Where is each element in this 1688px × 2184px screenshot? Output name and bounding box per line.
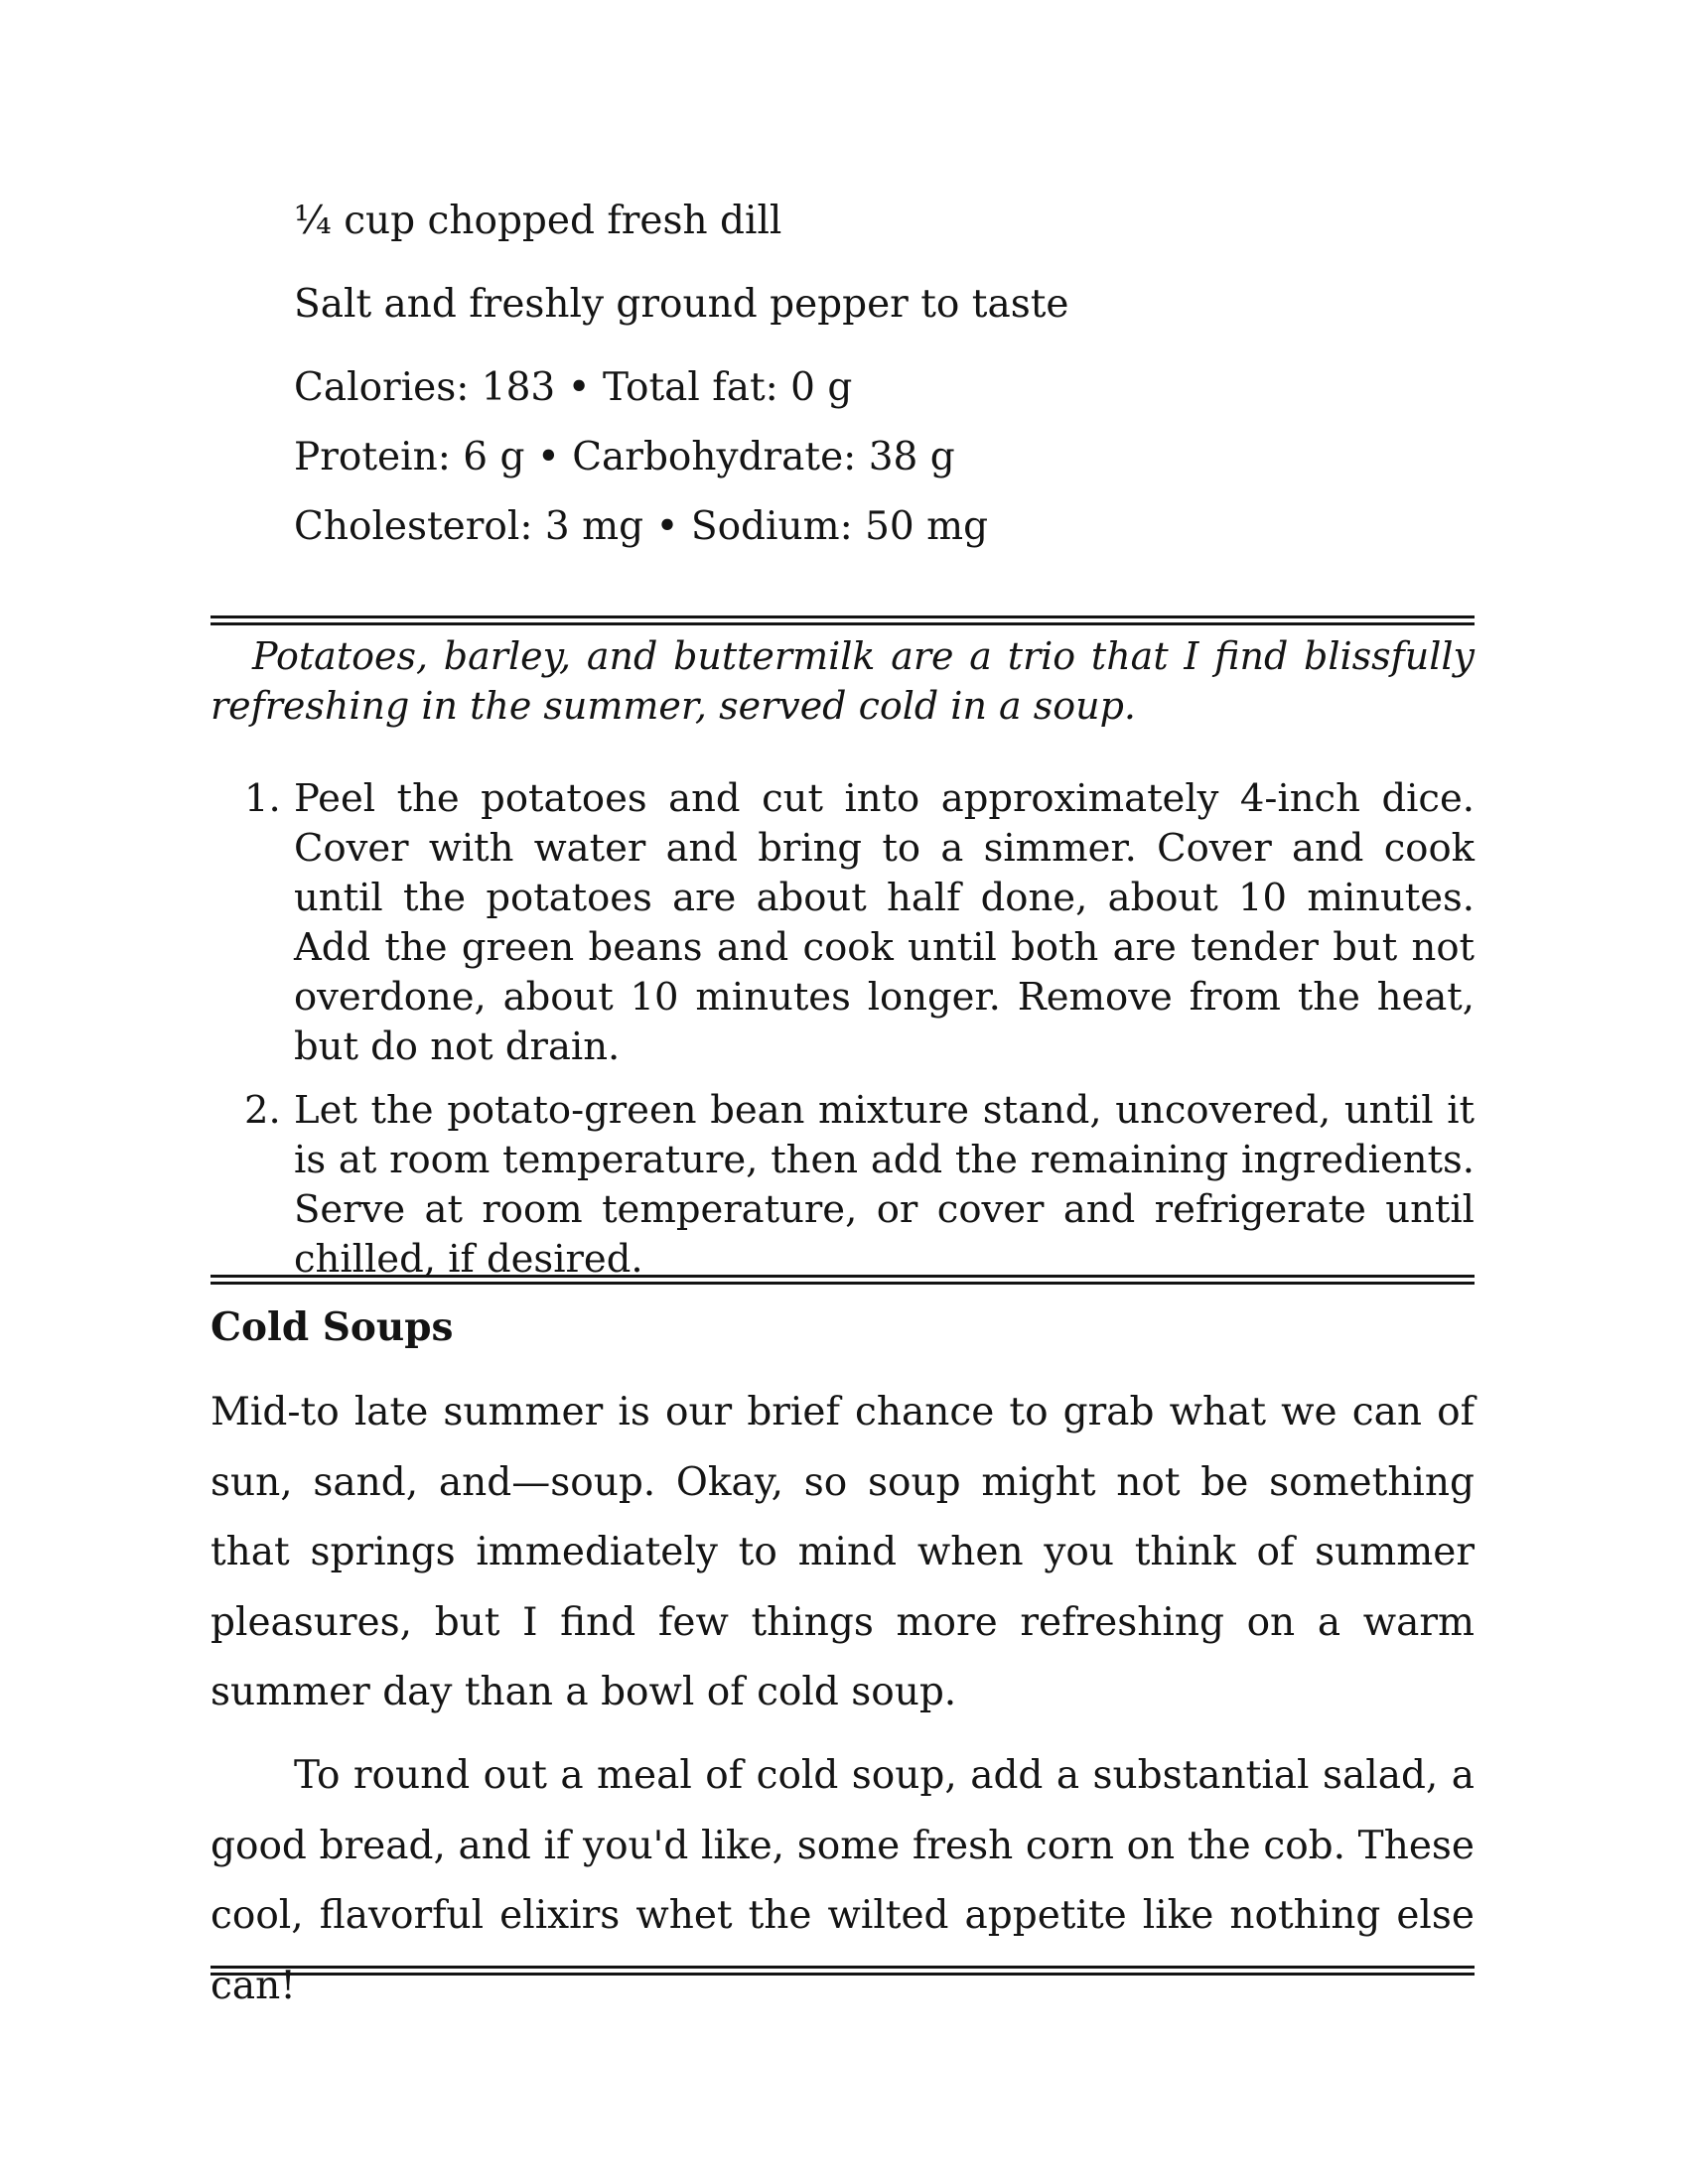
recipe-intro: Potatoes, barley, and buttermilk are a trio that I find blissfully refreshing in the summer, served cold in a soup.: [211, 634, 1475, 728]
section-divider: [211, 1275, 1475, 1285]
step-number: 1.: [244, 776, 281, 821]
body-paragraph: To round out a meal of cold soup, add a substantial salad, a good bread, and if you'd like, some fresh corn on the cob. These cool, flavorful elixirs whet the wilted appetite like nothing else can!: [211, 1753, 1475, 2008]
body-paragraph: Mid-to late summer is our brief chance to grab what we can of sun, sand, and—soup. Okay, so soup might not be something that springs immediately to mind when you think of summer pleasures, but I find few things more refreshing on a warm summer day than a bowl of cold soup.: [211, 1390, 1475, 1714]
nutrition-line: Protein: 6 g • Carbohydrate: 38 g: [294, 435, 955, 479]
ingredient-line: ¼ cup chopped fresh dill: [294, 199, 782, 243]
recipe-step: [211, 774, 1475, 1072]
step-text: Peel the potatoes and cut into approximately 4-inch dice. Cover with water and bring to a simmer. Cover and cook until the potatoes are about half done, about 10 minutes. Add the green beans and cook until both are tender but not overdone, about 10 minutes longer. Remove from the heat, but do not drain.: [294, 776, 1475, 1069]
ingredient-block: [294, 199, 1475, 574]
recipe-steps: [211, 774, 1475, 1298]
step-number: 2.: [244, 1088, 281, 1133]
section-divider: [211, 615, 1475, 625]
nutrition-line: Cholesterol: 3 mg • Sodium: 50 mg: [294, 504, 989, 549]
step-text: Let the potato-green bean mixture stand, uncovered, until it is at room temperature, then add the remaining ingredients. Serve at room temperature, or cover and refrigerate until chilled, if desired.: [294, 1088, 1475, 1282]
ingredient-line: Salt and freshly ground pepper to taste: [294, 282, 1069, 327]
section-title: Cold Soups: [211, 1304, 454, 1350]
recipe-step: [211, 1086, 1475, 1285]
nutrition-line: Calories: 183 • Total fat: 0 g: [294, 365, 853, 410]
section-divider: [211, 1966, 1475, 1976]
